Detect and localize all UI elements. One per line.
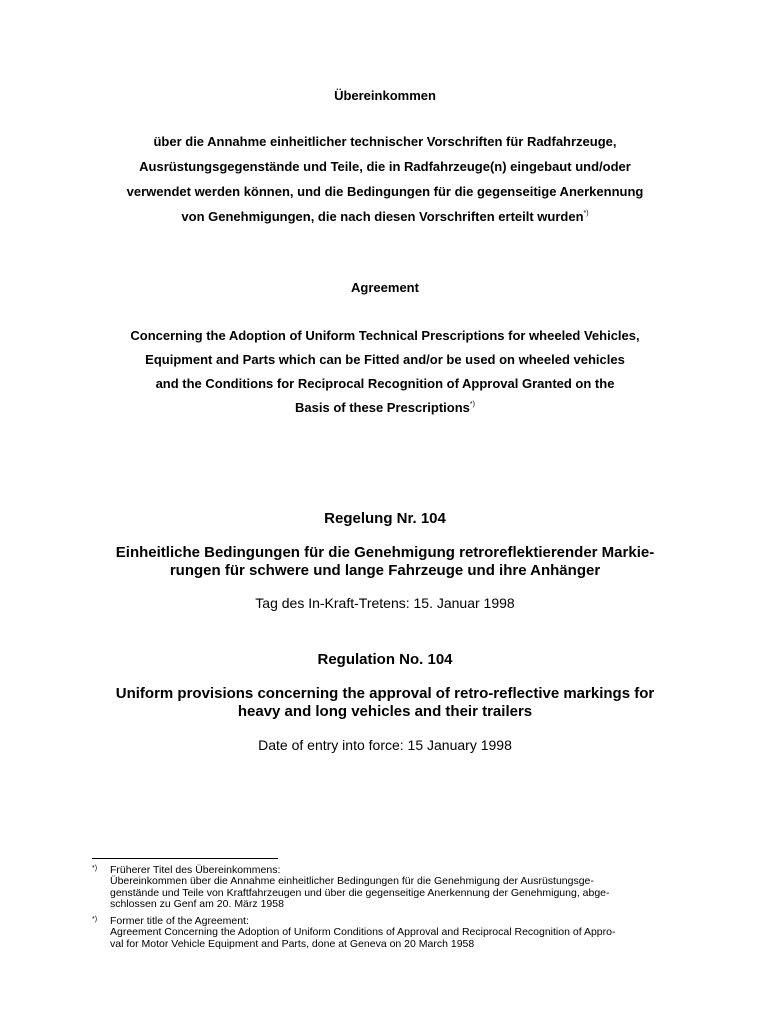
footnote-marker: *) — [583, 210, 589, 217]
german-agreement-title: Übereinkommen — [334, 88, 436, 103]
footnote-line: schlossen zu Genf am 20. März 1958 — [110, 898, 284, 911]
footnote-german — [92, 865, 692, 911]
footnote-english — [92, 916, 692, 950]
regulation-en-subtitle-line: heavy and long vehicles and their trailers — [237, 703, 533, 720]
german-agreement-line — [0, 209, 770, 225]
footnote-line: val for Motor Vehicle Equipment and Parts, done at Geneva on 20 March 1958 — [110, 937, 475, 950]
regulation-en-subtitle-line: Uniform provisions concerning the approval of retro-reflective markings for — [115, 685, 655, 702]
regulation-de-heading: Regelung Nr. 104 — [324, 510, 446, 527]
footnote-line: Übereinkommen über die Annahme einheitlicher Bedingungen für die Genehmigung der Ausrüstungsge- — [110, 875, 594, 888]
english-agreement-line-text: Basis of these Prescriptions — [295, 400, 470, 415]
footnote-line: Früherer Titel des Übereinkommens: — [110, 864, 281, 876]
english-agreement-title: Agreement — [351, 280, 419, 295]
regulation-en-heading: Regulation No. 104 — [317, 651, 453, 668]
footnote-line: Agreement Concerning the Adoption of Uniform Conditions of Approval and Reciprocal Recognition of Appro- — [110, 926, 616, 939]
footnote-marker: *) — [469, 401, 475, 408]
footnote-marker: *) — [92, 916, 98, 923]
footnote-separator — [92, 858, 278, 859]
footnote-marker: *) — [92, 865, 98, 872]
english-agreement-line: Equipment and Parts which can be Fitted and/or be used on wheeled vehicles — [145, 352, 625, 367]
english-agreement-line: Concerning the Adoption of Uniform Technical Prescriptions for wheeled Vehicles, — [130, 328, 640, 343]
german-agreement-line: Ausrüstungsgegenstände und Teile, die in Radfahrzeuge(n) eingebaut und/oder — [139, 159, 631, 174]
english-agreement-line: and the Conditions for Reciprocal Recognition of Approval Granted on the — [155, 376, 615, 391]
german-agreement-line: verwendet werden können, und die Bedingungen für die gegenseitige Anerkennung — [126, 184, 644, 199]
german-agreement-line-text: von Genehmigungen, die nach diesen Vorschriften erteilt wurden — [181, 209, 584, 224]
footnote-line: genstände und Teile von Kraftfahrzeugen und über die gegenseitige Anerkennung der Genehmigung, abge- — [110, 886, 610, 899]
regulation-de-subtitle-line: Einheitliche Bedingungen für die Genehmigung retroreflektierender Markie- — [115, 544, 655, 561]
footnote-line: Former title of the Agreement: — [110, 915, 249, 927]
regulation-de-entry-into-force: Tag des In-Kraft-Tretens: 15. Januar 1998 — [255, 595, 515, 611]
regulation-de-subtitle-line: rungen für schwere und lange Fahrzeuge und ihre Anhänger — [169, 562, 601, 579]
regulation-en-entry-into-force: Date of entry into force: 15 January 1998 — [258, 737, 512, 753]
german-agreement-line: über die Annahme einheitlicher technischer Vorschriften für Radfahrzeuge, — [153, 134, 617, 149]
english-agreement-line — [0, 400, 770, 416]
